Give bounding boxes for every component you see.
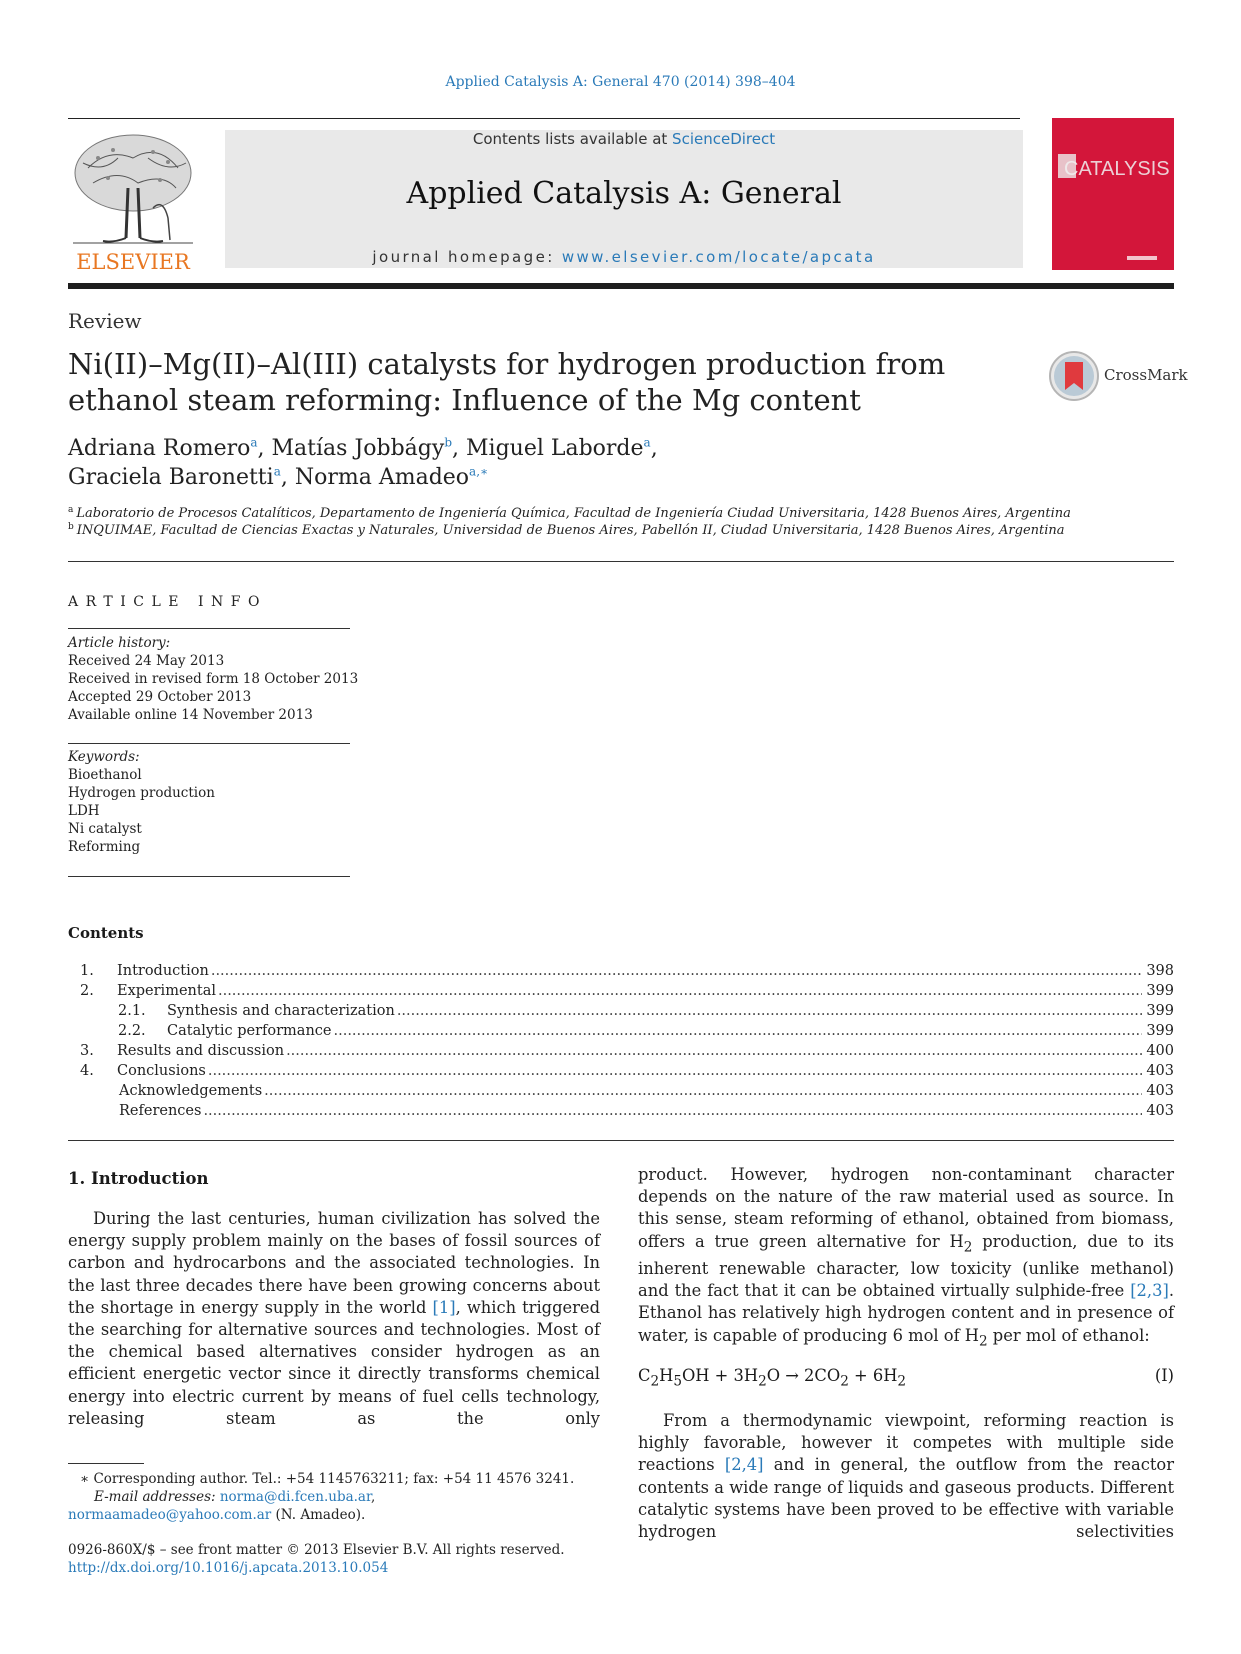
doi-link[interactable]: http://dx.doi.org/10.1016/j.apcata.2013.10.054 — [68, 1560, 389, 1576]
elsevier-logo — [68, 128, 198, 273]
subscript: 2 — [978, 1332, 988, 1349]
toc-page: 398 — [1146, 963, 1174, 979]
citation-link[interactable]: [2,4] — [724, 1455, 764, 1475]
author-affil-mark[interactable]: a,∗ — [469, 464, 489, 479]
article-title: Ni(II)–Mg(II)–Al(III) catalysts for hydrogen production from ethanol steam reforming: Influence of the Mg content — [68, 347, 946, 417]
footnote-text: Corresponding author. Tel.: +54 1145763211; fax: +54 11 4576 3241. — [89, 1471, 575, 1487]
table-of-contents — [80, 963, 1174, 1123]
toc-label: Synthesis and characterization — [167, 1003, 395, 1019]
toc-label: Introduction — [117, 963, 209, 979]
toc-leader — [334, 1023, 1143, 1039]
toc-label: Experimental — [117, 983, 216, 999]
affiliation-b — [68, 523, 1065, 538]
crossmark-label: CrossMark — [1104, 366, 1188, 384]
contents-availability — [225, 130, 1023, 148]
footnote-rule — [68, 1463, 144, 1464]
toc-leader — [208, 1063, 1142, 1079]
author-affil-mark[interactable]: a — [643, 435, 651, 450]
history-label: Article history: — [68, 635, 171, 651]
toc-page: 403 — [1146, 1063, 1174, 1079]
email-link[interactable]: norma@di.fcen.uba.ar — [219, 1489, 371, 1505]
keyword: LDH — [68, 803, 100, 819]
text-run: per mol of ethanol: — [987, 1325, 1150, 1345]
copyright-block — [68, 1541, 565, 1577]
toc-page: 399 — [1146, 1023, 1174, 1039]
toc-leader — [286, 1043, 1142, 1059]
citation-link[interactable]: [1] — [432, 1297, 456, 1317]
keyword: Bioethanol — [68, 767, 142, 783]
elsevier-wordmark: ELSEVIER — [76, 250, 190, 273]
email-label: E-mail addresses: — [94, 1489, 216, 1505]
text-run: and in general, the outflow from the reactor contents a wide range of liquids and gaseous products. Different catalytic systems have been proved to be effective with variable hydrogen selectivities — [638, 1455, 1175, 1542]
toc-page: 403 — [1146, 1103, 1174, 1119]
article-type: Review — [68, 309, 142, 333]
toc-entry[interactable] — [80, 1043, 1174, 1063]
article-info-heading: ARTICLE INFO — [68, 594, 267, 610]
toc-entry[interactable] — [80, 1083, 1174, 1103]
keywords-label: Keywords: — [68, 749, 140, 765]
author-name: Miguel Laborde — [466, 436, 644, 461]
footnote-mark: ∗ — [80, 1471, 90, 1487]
toc-page: 400 — [1146, 1043, 1174, 1059]
toc-leader — [211, 963, 1142, 979]
article-history — [68, 634, 358, 724]
toc-label: Results and discussion — [117, 1043, 285, 1059]
history-item: Received 24 May 2013 — [68, 653, 225, 669]
toc-number: 2.1. — [118, 1003, 146, 1019]
toc-number: 2.2. — [118, 1023, 146, 1039]
toc-entry[interactable] — [80, 1103, 1174, 1123]
journal-reference[interactable]: Applied Catalysis A: General 470 (2014) 398–404 — [445, 74, 796, 90]
author-list: Adriana Romero$^a$, Matías Jobbágy$^b$, Miguel Laborde$^a$, Graciela Baronetti$^a$, Norma Amadeo$^{a,∗}$ — [68, 435, 658, 490]
history-item: Received in revised form 18 October 2013 — [68, 671, 359, 687]
author-affil-mark[interactable]: a — [273, 464, 281, 479]
contents-end-rule — [68, 1140, 1174, 1141]
toc-page: 399 — [1146, 983, 1174, 999]
toc-label: Catalytic performance — [167, 1023, 332, 1039]
keywords-rule — [68, 743, 350, 744]
author-name: Graciela Baronetti — [68, 465, 274, 490]
toc-page: 403 — [1146, 1083, 1174, 1099]
issn-line: 0926-860X/$ – see front matter © 2013 Elsevier B.V. All rights reserved. — [68, 1542, 565, 1558]
affiliation-text: Laboratorio de Procesos Catalíticos, Departamento de Ingeniería Química, Facultad de Ingeniería Ciudad Universitaria, 1428 Buenos Aires, Argentina — [76, 506, 1071, 521]
toc-leader — [397, 1003, 1142, 1019]
elsevier-tree-icon — [68, 128, 198, 273]
toc-entry[interactable] — [80, 983, 1174, 1003]
text-run: During the last centuries, human civilization has solved the energy supply problem mainly on the bases of fossil sources of carbon and hydrocarbons and the associated technologies. In the last three decades there have been growing concerns about the shortage in energy supply in the world — [68, 1209, 600, 1317]
intro-paragraph-3 — [638, 1410, 1174, 1543]
keyword: Ni catalyst — [68, 821, 142, 837]
contents-prefix: Contents lists available at — [472, 130, 673, 148]
affiliation-divider — [68, 561, 1174, 562]
toc-number: 2. — [80, 983, 94, 999]
keyword: Hydrogen production — [68, 785, 215, 801]
author-affil-mark[interactable]: a — [250, 435, 258, 450]
text-run: . Ethanol has relatively high hydrogen content and in presence of water, is capable of producing 6 mol of H — [638, 1281, 1174, 1345]
intro-paragraph-1 — [68, 1208, 600, 1430]
toc-number: 3. — [80, 1043, 94, 1059]
header-top-rule — [68, 118, 1020, 119]
email-link[interactable]: normaamadeo@yahoo.com.ar — [68, 1507, 272, 1523]
toc-number: 1. — [80, 963, 94, 979]
author-affil-mark[interactable]: b — [444, 435, 452, 450]
homepage-prefix: journal homepage: — [372, 248, 562, 266]
cover-title: CATALYSIS — [1064, 158, 1170, 180]
affiliation-text: INQUIMAE, Facultad de Ciencias Exactas y Naturales, Universidad de Buenos Aires, Pabellón II, Ciudad Universitaria, 1428 Buenos Aires, Argentina — [76, 523, 1065, 538]
toc-entry[interactable] — [80, 1023, 1174, 1043]
subscript: 2 — [963, 1238, 973, 1255]
history-item: Available online 14 November 2013 — [68, 707, 313, 723]
author-name: Adriana Romero — [68, 436, 251, 461]
sciencedirect-link[interactable]: ScienceDirect — [672, 130, 776, 148]
author-name: Matías Jobbágy — [271, 436, 445, 461]
toc-entry[interactable] — [80, 1003, 1174, 1023]
toc-label: Acknowledgements — [119, 1083, 263, 1099]
journal-cover[interactable] — [1052, 118, 1174, 270]
citation-link[interactable]: [2,3] — [1130, 1281, 1169, 1301]
crossmark-badge[interactable] — [1048, 350, 1188, 402]
toc-label: References — [119, 1103, 202, 1119]
affiliation-a — [68, 506, 1071, 521]
corresponding-author-footnote: ∗ Corresponding author. Tel.: +54 1145763211; fax: +54 11 4576 3241. E-mail addresses: norma@di.fcen.uba.ar, normaamadeo@yahoo.com.ar (N. Amadeo). — [68, 1471, 575, 1523]
section-heading-introduction: 1. Introduction — [68, 1169, 209, 1188]
text-run: , which triggered the searching for alternative sources and technologies. Most of the chemical based alternatives consider hydrogen as an efficient energetic vector since it directly transforms chemical energy into electric current by means of fuel cells technology, releasing steam as the only — [68, 1297, 600, 1428]
toc-label: Conclusions — [117, 1063, 206, 1079]
header-thick-rule — [68, 283, 1174, 289]
article-info-rule — [68, 628, 350, 629]
email-owner: (N. Amadeo). — [271, 1507, 366, 1523]
equation-1 — [638, 1366, 1174, 1389]
journal-banner — [225, 130, 1023, 268]
text-run: product. However, hydrogen non-contaminant character depends on the nature of the raw material used as source. In this sense, steam reforming of ethanol, obtained from biomass, offers a true green alternative for H — [638, 1165, 1174, 1251]
text-run: From a thermodynamic viewpoint, reforming reaction is highly favorable, however it competes with multiple side reactions — [638, 1411, 1174, 1475]
affiliation-mark: b — [68, 521, 74, 532]
toc-number: 4. — [80, 1063, 94, 1079]
author-name: Norma Amadeo — [294, 465, 470, 490]
journal-homepage — [225, 248, 1023, 266]
crossmark-icon — [1048, 350, 1100, 402]
toc-leader — [218, 983, 1142, 999]
journal-cover-icon — [1052, 118, 1174, 270]
keyword: Reforming — [68, 839, 141, 855]
toc-page: 399 — [1146, 1003, 1174, 1019]
history-item: Accepted 29 October 2013 — [68, 689, 252, 705]
intro-paragraph-2 — [638, 1164, 1174, 1352]
equation-number: (I) — [1154, 1366, 1174, 1385]
keywords — [68, 748, 215, 856]
text-run: production, due to its inherent renewable character, low toxicity (unlike methanol) and the fact that it can be obtained virtually sulphide-free — [638, 1231, 1174, 1301]
toc-entry[interactable] — [80, 963, 1174, 983]
contents-heading: Contents — [68, 924, 144, 942]
journal-title: Applied Catalysis A: General — [406, 176, 842, 211]
toc-leader — [203, 1103, 1142, 1119]
affiliation-mark: a — [68, 504, 74, 515]
keywords-end-rule — [68, 876, 350, 877]
homepage-link[interactable]: www.elsevier.com/locate/apcata — [561, 248, 876, 266]
toc-leader — [264, 1083, 1142, 1099]
equation-body: $C_2H_5OH + 3H_2O \to 2CO_2 + 6H_2$ — [638, 1366, 907, 1390]
toc-entry[interactable] — [80, 1063, 1174, 1083]
